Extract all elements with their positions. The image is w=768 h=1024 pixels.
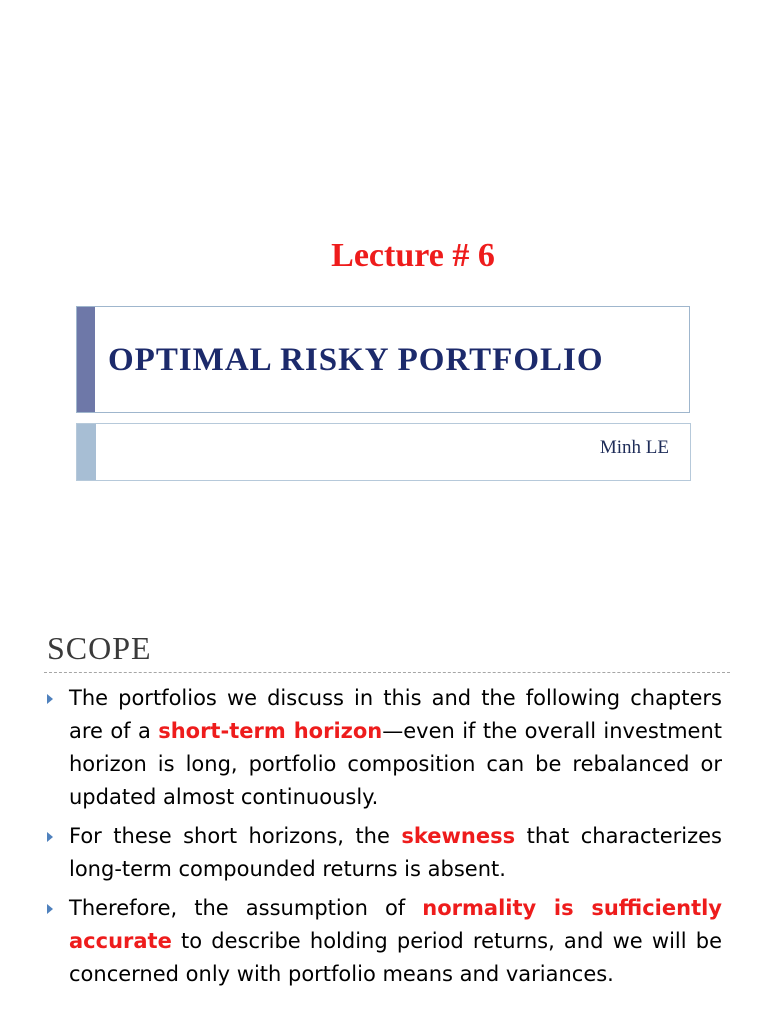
section-heading: SCOPE	[47, 630, 152, 666]
bullet-text: to describe holding period returns, and we will be concerned only with portfolio means and variances.	[69, 929, 722, 986]
highlight-text: skewness	[401, 824, 516, 848]
bullet-text: Therefore, the assumption of	[69, 896, 423, 920]
author-accent-bar	[77, 424, 96, 480]
bullet-text: that characterizes long-term compounded returns is absent.	[69, 824, 722, 881]
page-title: OPTIMAL RISKY PORTFOLIO	[108, 342, 604, 378]
triangle-right-icon	[47, 694, 53, 704]
lecture-number: Lecture # 6	[331, 237, 495, 274]
bullet-text: For these short horizons, the	[69, 824, 402, 848]
list-item	[47, 892, 722, 991]
heading-divider	[44, 672, 730, 673]
author-name: Minh LE	[599, 437, 669, 458]
triangle-right-icon	[47, 904, 53, 914]
author-box	[76, 423, 691, 481]
highlight-text: short-term horizon	[158, 719, 383, 743]
bullet-text: The portfolios we discuss in this and the following chapters are of a	[69, 686, 722, 743]
scope-slide	[0, 576, 768, 1024]
title-box	[76, 306, 690, 413]
bullet-list	[47, 682, 722, 997]
list-item	[47, 682, 722, 814]
title-accent-bar	[77, 307, 95, 412]
list-item	[47, 820, 722, 886]
highlight-text: normality is sufficiently accurate	[69, 896, 722, 953]
triangle-right-icon	[47, 832, 53, 842]
bullet-text: —even if the overall investment horizon is long, portfolio composition can be rebalanced or updated almost continuously.	[69, 719, 722, 809]
